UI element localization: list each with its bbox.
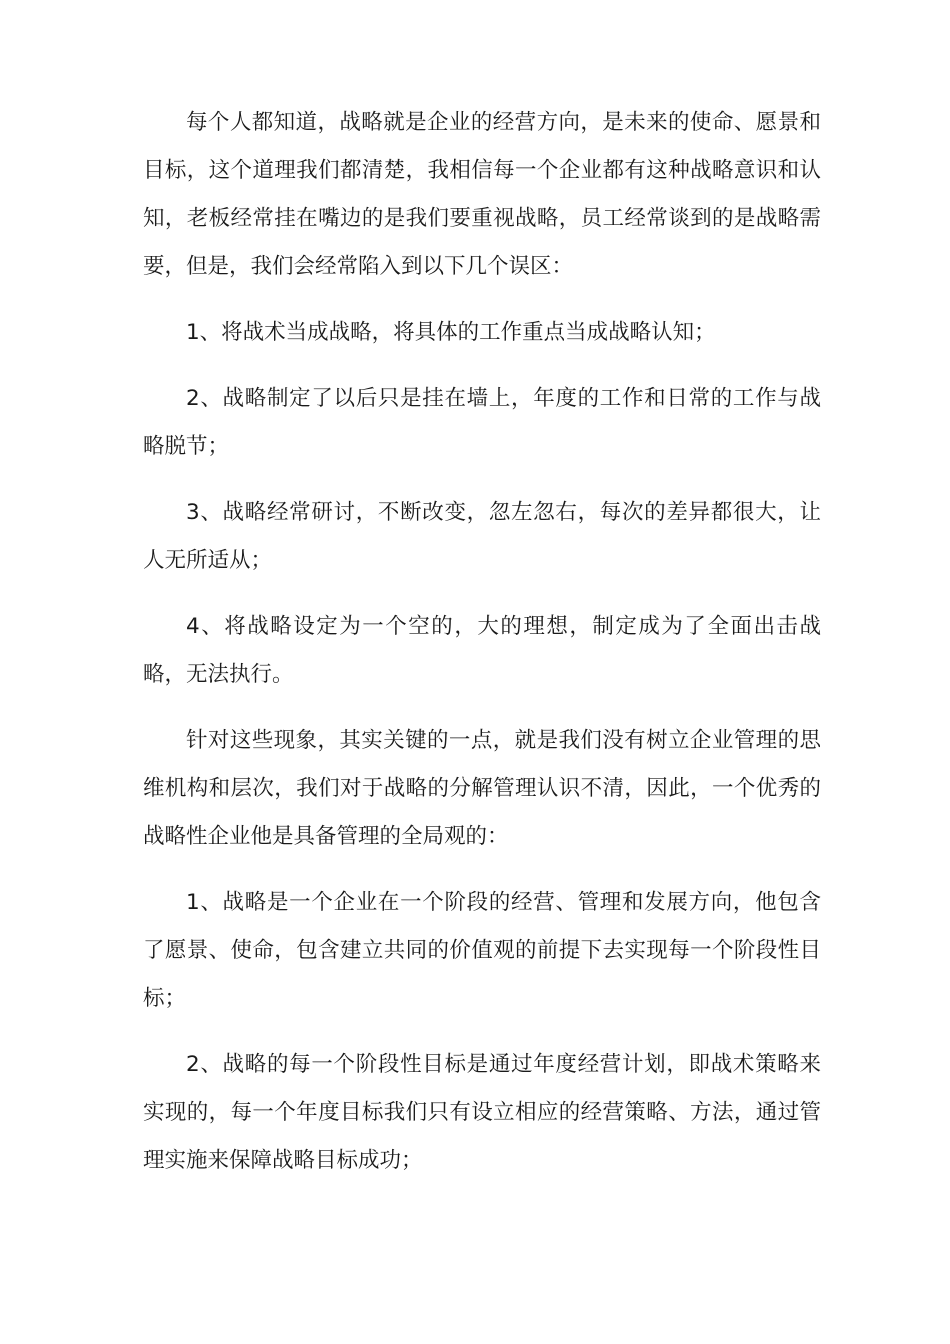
misconception-item-2: 2、战略制定了以后只是挂在墙上，年度的工作和日常的工作与战略脱节； (143, 386, 821, 459)
principle-item-1: 1、战略是一个企业在一个阶段的经营、管理和发展方向，他包含了愿景、使命，包含建立共同的价值观的前提下去实现每一个阶段性目标； (143, 890, 821, 1011)
misconception-item-3: 3、战略经常研讨，不断改变，忽左忽右，每次的差异都很大，让人无所适从； (143, 500, 821, 573)
misconception-item-4: 4、将战略设定为一个空的，大的理想，制定成为了全面出击战略，无法执行。 (143, 614, 821, 687)
misconception-item-1: 1、将战术当成战略，将具体的工作重点当成战略认知； (186, 320, 716, 345)
analysis-paragraph: 针对这些现象，其实关键的一点，就是我们没有树立企业管理的思维机构和层次，我们对于战略的分解管理认识不清，因此，一个优秀的战略性企业他是具备管理的全局观的： (143, 728, 821, 849)
intro-paragraph: 每个人都知道，战略就是企业的经营方向，是未来的使命、愿景和目标，这个道理我们都清楚，我相信每一个企业都有这种战略意识和认知，老板经常挂在嘴边的是我们要重视战略，员工经常谈到的是战略需要，但是，我们会经常陷入到以下几个误区： (143, 110, 821, 279)
principle-item-2: 2、战略的每一个阶段性目标是通过年度经营计划，即战术策略来实现的，每一个年度目标我们只有设立相应的经营策略、方法，通过管理实施来保障战略目标成功； (143, 1052, 821, 1173)
document-body (143, 99, 821, 1203)
